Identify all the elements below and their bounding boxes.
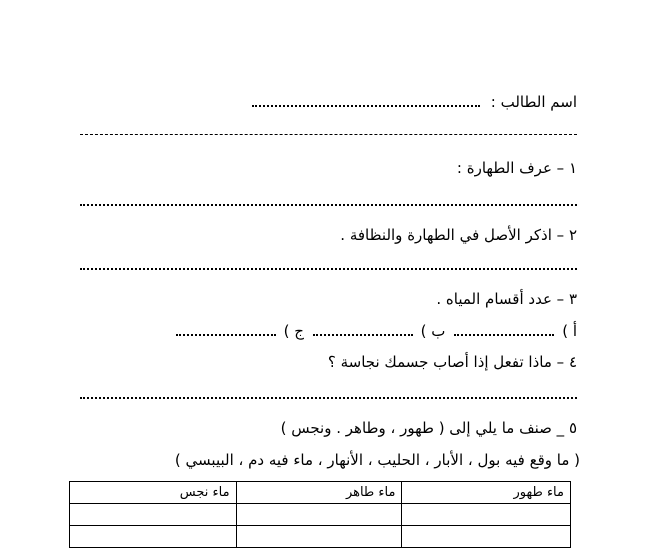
option-c-label: ج ): [283, 322, 304, 340]
question-3: ٣ – عدد أقسام المياه .: [436, 290, 577, 308]
question-5: ٥ _ صنف ما يلي إلى ( طهور ، وطاهر . ونجس ): [280, 419, 577, 437]
answer-line-2[interactable]: [80, 264, 577, 270]
answer-line-4[interactable]: [80, 393, 577, 399]
option-b-field[interactable]: [313, 322, 413, 336]
separator-line: [80, 134, 577, 137]
table-cell[interactable]: [402, 504, 571, 526]
option-a-label: أ ): [562, 322, 577, 340]
table-cell[interactable]: [236, 504, 402, 526]
question-3-options: [80, 321, 577, 341]
option-c-field[interactable]: [176, 322, 276, 336]
answer-line-1[interactable]: [80, 200, 577, 206]
header-tahoor: ماء طهور: [402, 482, 571, 504]
option-b-label: ب ): [420, 322, 446, 340]
option-a-field[interactable]: [454, 322, 554, 336]
table-row: [70, 504, 571, 526]
table-cell[interactable]: [70, 504, 237, 526]
student-name-field[interactable]: [252, 93, 480, 107]
question-2: ٢ – اذكر الأصل في الطهارة والنظافة .: [340, 226, 577, 244]
question-1: ١ – عرف الطهارة :: [456, 159, 577, 177]
table-cell[interactable]: [236, 526, 402, 548]
header-taher: ماء طاهر: [236, 482, 402, 504]
question-4: ٤ – ماذا تفعل إذا أصاب جسمك نجاسة ؟: [327, 353, 577, 371]
table-cell[interactable]: [402, 526, 571, 548]
items-list: ( ما وقع فيه بول ، الأبار ، الحليب ، الأنهار ، ماء فيه دم ، البيبسي ): [174, 451, 580, 469]
student-name-label: اسم الطالب :: [490, 93, 577, 111]
table-row: [70, 526, 571, 548]
header-najis: ماء نجس: [70, 482, 237, 504]
student-name-row: [80, 92, 577, 112]
table-cell[interactable]: [70, 526, 237, 548]
classification-table: [69, 481, 571, 548]
table-header-row: [70, 482, 571, 504]
